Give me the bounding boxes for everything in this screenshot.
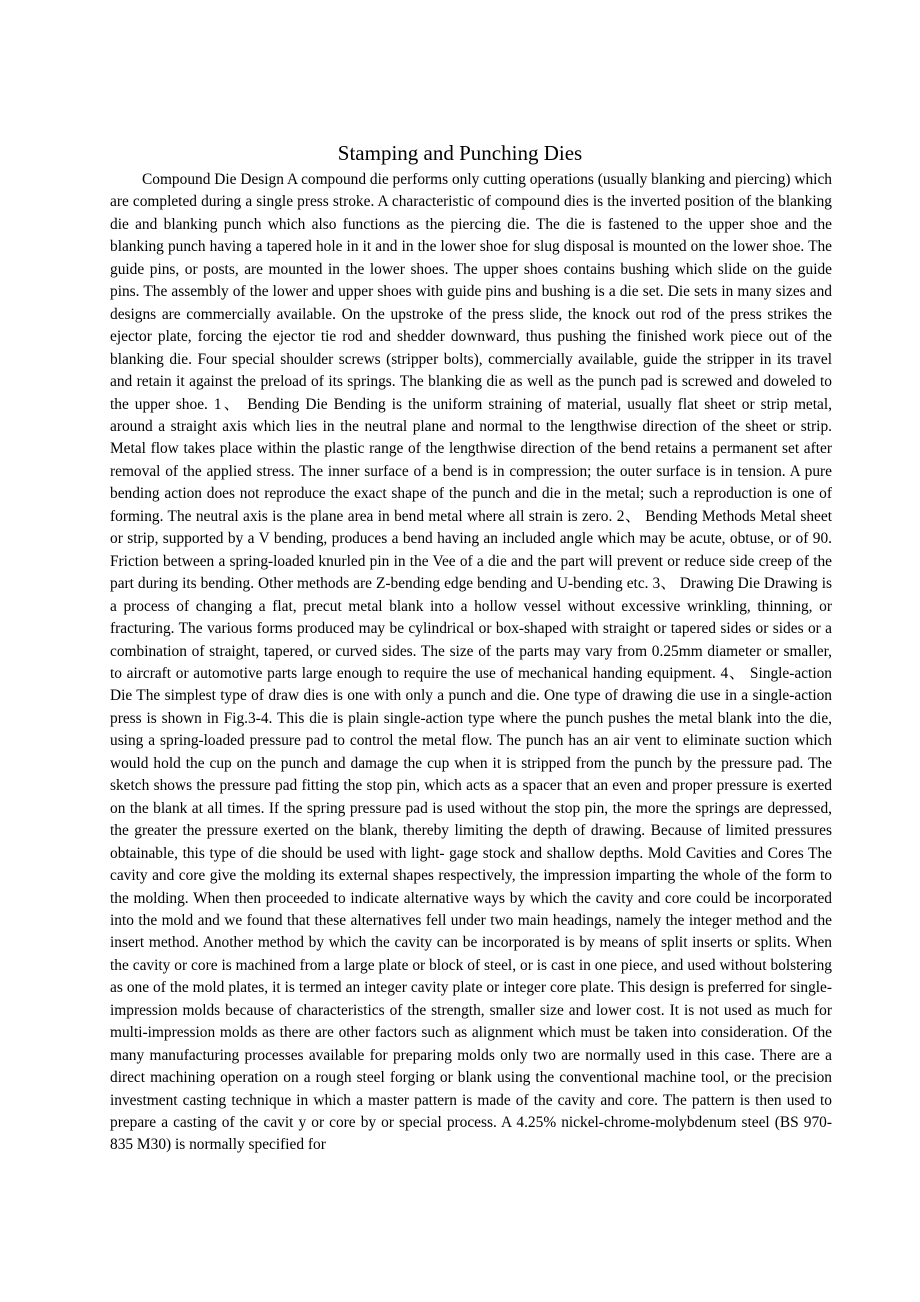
document-body-paragraph: Compound Die Design A compound die performs only cutting operations (usually blanking and piercing) which are completed during a single press stroke. A characteristic of compound dies is the inverted position of the blanking die and blanking punch which also functions as the piercing die. The die is fastened to the upper shoe and the blanking punch having a tapered hole in it and in the lower shoe for slug disposal is mounted on the lower shoe. The guide pins, or posts, are mounted in the lower shoes. The upper shoes contains bushing which slide on the guide pins. The assembly of the lower and upper shoes with guide pins and bushing is a die set. Die sets in many sizes and designs are commercially available. On the upstroke of the press slide, the knock out rod of the press strikes the ejector plate, forcing the ejector tie rod and shedder downward, thus pushing the finished work piece out of the blanking die. Four special shoulder screws (stripper bolts), commercially available, guide the stripper in its travel and retain it against the preload of its springs. The blanking die as well as the punch pad is screwed and doweled to the upper shoe. 1、 Bending Die Bending is the uniform straining of material, usually flat sheet or strip metal, around a straight axis which lies in the neutral plane and normal to the lengthwise direction of the sheet or strip. Metal flow takes place within the plastic range of the lengthwise direction of the bend retains a permanent set after removal of the applied stress. The inner surface of a bend is in compression; the outer surface is in tension. A pure bending action does not reproduce the exact shape of the punch and die in the metal; such a reproduction is one of forming. The neutral axis is the plane area in bend metal where all strain is zero. 2、 Bending Methods Metal sheet or strip, supported by a V bending, produces a bend having an included angle which may be acute, obtuse, or of 90. Friction between a spring-loaded knurled pin in the Vee of a die and the part will prevent or reduce side creep of the part during its bending. Other methods are Z-bending edge bending and U-bending etc. 3、 Drawing Die Drawing is a process of changing a flat, precut metal blank into a hollow vessel without excessive wrinkling, thinning, or fracturing. The various forms produced may be cylindrical or box-shaped with straight or tapered sides or sides or a combination of straight, tapered, or curved sides. The size of the parts may vary from 0.25mm diameter or smaller, to aircraft or automotive parts large enough to require the use of mechanical handing equipment. 4、 Single-action Die The simplest type of draw dies is one with only a punch and die. One type of drawing die use in a single-action press is shown in Fig.3-4. This die is plain single-action type where the punch pushes the metal blank into the die, using a spring-loaded pressure pad to control the metal flow. The punch has an air vent to eliminate suction which would hold the cup on the punch and damage the cup when it is stripped from the punch by the pressure pad. The sketch shows the pressure pad fitting the stop pin, which acts as a spacer that an even and proper pressure is exerted on the blank at all times. If the spring pressure pad is used without the stop pin, the more the springs are depressed, the greater the pressure exerted on the blank, thereby limiting the depth of drawing. Because of limited pressures obtainable, this type of die should be used with light- gage stock and shallow depths. Mold Cavities and Cores The cavity and core give the molding its external shapes respectively, the impression imparting the whole of the form to the molding. When then proceeded to indicate alternative ways by which the cavity and core could be incorporated into the mold and we found that these alternatives fell under two main headings, namely the integer method and the insert method. Another method by which the cavity can be incorporated is by means of split inserts or splits. When the cavity or core is machined from a large plate or block of steel, or is cast in one piece, and used without bolstering as one of the mold plates, it is termed an integer cavity plate or integer core plate. This design is preferred for single-impression molds because of characteristics of the strength, smaller size and lower cost. It is not used as much for multi-impression molds as there are other factors such as alignment which must be taken into consideration. Of the many manufacturing processes available for preparing molds only two are normally used in this case. There are a direct machining operation on a rough steel forging or blank using the conventional machine tool, or the precision investment casting technique in which a master pattern is made of the cavity and core. The pattern is then used to prepare a casting of the cavit y or core by or special process. A 4.25% nickel-chrome-molybdenum steel (BS 970-835 M30) is normally specified for (110, 171, 832, 1154)
document-title: Stamping and Punching Dies (337, 141, 583, 165)
